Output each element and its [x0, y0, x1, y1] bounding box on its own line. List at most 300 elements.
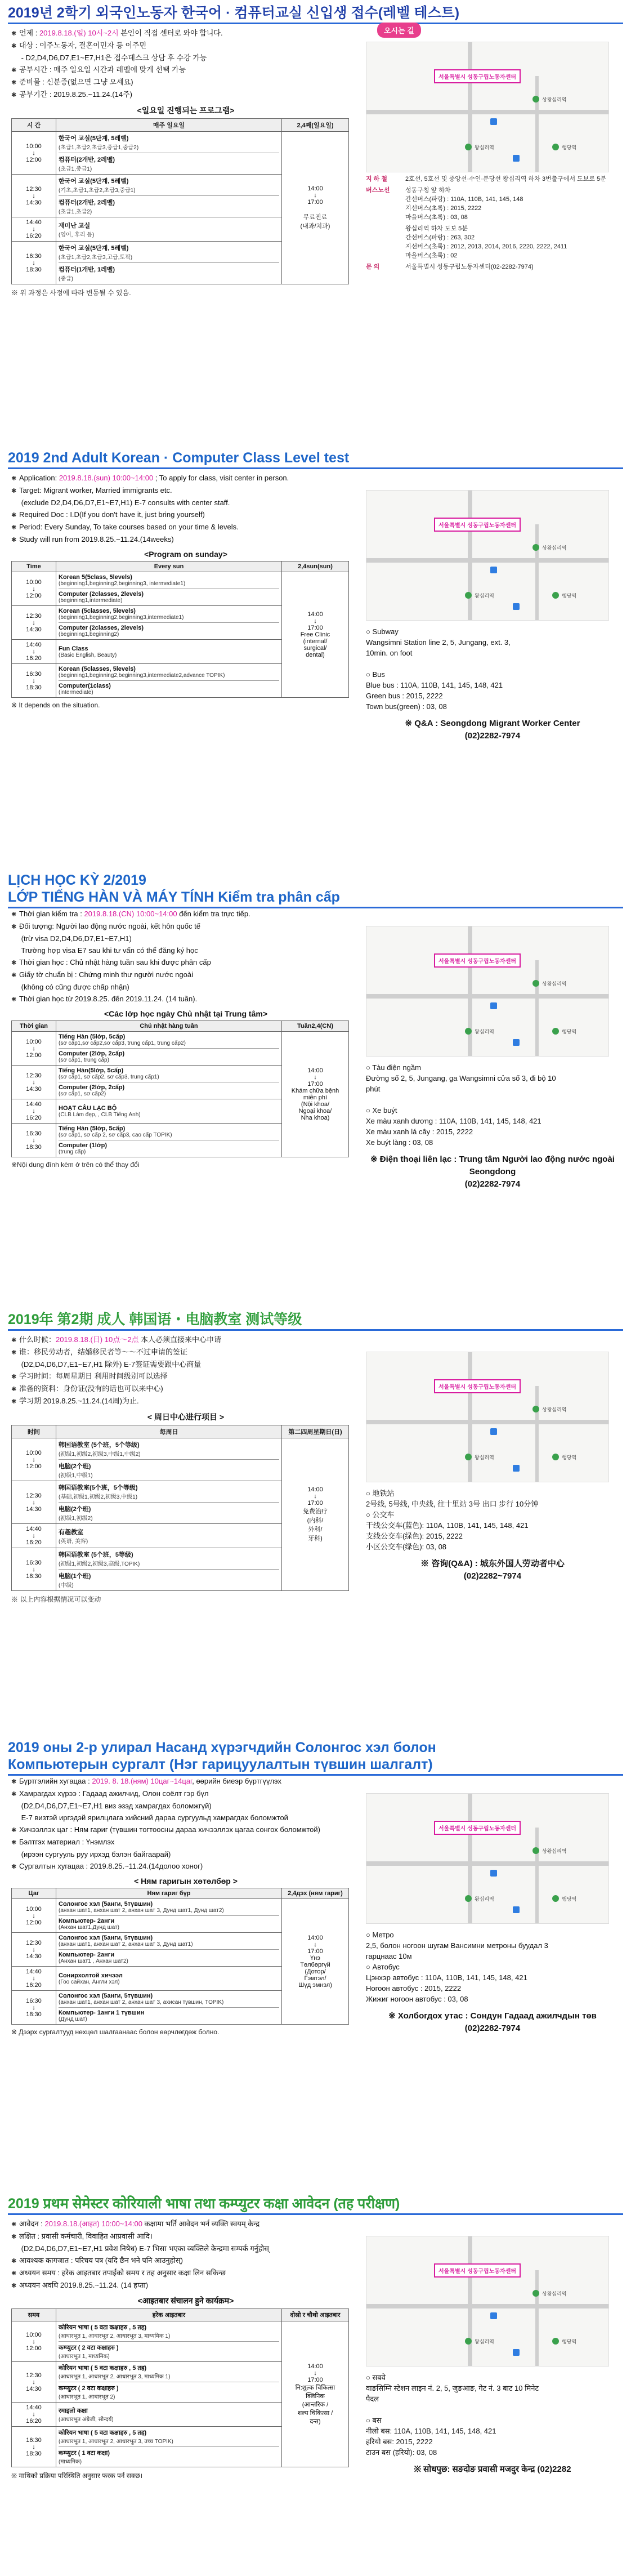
bullet-text: (ирээн сургууль руу ирхэд бэлэн байгаарай) — [19, 1850, 171, 1859]
time-cell: 16:30 ↓ 18:30 — [12, 2427, 56, 2467]
class-levels: (beginning1,beginning2,beginning3,intermediate1) — [59, 614, 184, 621]
class-item — [59, 1048, 279, 1063]
class-name: 재미난 교실 — [59, 222, 91, 229]
info-bullet — [11, 957, 360, 968]
bullet-text: 学习时间：每周星期日 利用时间级别可以选择 — [19, 1372, 168, 1380]
info-bullet — [11, 1360, 360, 1370]
bullet-text: लक्षित : प्रवासी कर्मचारी, विवाहित आप्रवासी आदि। — [19, 2232, 153, 2240]
footnote: ※Nội dung đính kèm ở trên có thể thay đổi — [11, 1161, 140, 1169]
time-cell: 12:30 ↓ 14:30 — [12, 606, 56, 640]
language-section — [0, 445, 631, 867]
class-levels: (基础,初级1,初级2,初级3,中级1) — [59, 1494, 138, 1500]
bullet-text: कक्षामा भर्ति आवेदन भर्न व्यक्ति स्वयम् केन्द्र — [142, 2220, 260, 2228]
class-levels: (sơ cấp1, sơ cấp2, sơ cấp3, trung cấp1) — [59, 1074, 159, 1080]
time-cell: 12:30 ↓ 14:30 — [12, 2362, 56, 2403]
transport-directions: ○ Subway Wangsimni Station line 2, 5, Jungang, ext. 3, 10min. on foot ○ Bus Blue bus : 110A, 110B, 141, 145, 148, 421 Green bus : 2015, 2222 Town bus(green) : 03, 08 — [366, 627, 511, 711]
schedule-table — [11, 2308, 349, 2467]
info-bullet — [11, 534, 360, 545]
bus-stop-icon — [513, 1039, 520, 1046]
bullet-star-icon: ✱ — [11, 537, 17, 543]
station-label: 상왕십리역 — [542, 97, 567, 102]
class-name: Computer (2classes, 2levels) — [59, 625, 144, 631]
class-cell — [56, 2321, 282, 2362]
footnote: ※ 위 과정은 사정에 따라 변동될 수 있음. — [11, 289, 131, 297]
section-title: 2019年 第2期 成人 韩国语・电脑教室 测试等级 — [8, 1312, 302, 1327]
column-header: 매주 일요일 — [56, 119, 282, 132]
bullet-highlight: 2019.8.18.(आइत) 10:00~14:00 — [44, 2220, 142, 2228]
info-bullet — [11, 498, 360, 508]
bullet-highlight: 2019.8.18.(日) 10点～2点 — [56, 1335, 139, 1344]
class-levels: (영어, 후리 등) — [59, 231, 95, 238]
transport-value: 성동구청 앞 하차 간선버스(파랑) : 110A, 110B, 141, 145, 148 지선버스(초록) : 2015, 2222 마을버스(초록) : 03, 08 — [405, 187, 523, 221]
class-levels: (초급1,초급2,초급3,고급,토픽) — [59, 255, 133, 261]
schedule-table — [11, 1020, 349, 1157]
class-levels: (माध्यमिक) — [59, 2459, 82, 2465]
class-name: 有趣教室 — [59, 1528, 83, 1536]
station-label: 왕십리역 — [475, 145, 494, 150]
bullet-highlight: 2019.8.18.(일) 10시~2시 — [39, 29, 119, 37]
bullet-text: (D2,D4,D6,D7,E1~E7,H1 除外) E-7签证需要跟中心商量 — [19, 1360, 202, 1369]
subway-station-icon — [465, 1454, 472, 1460]
class-item — [59, 153, 279, 172]
transport-value: 왕십리역 하차 도보 5분 간선버스(파랑) : 263, 302 지선버스(초록) : 2012, 2013, 2014, 2016, 2220, 2222, 2411 마을버스(초록) : 02 — [405, 225, 567, 259]
subway-station-icon — [532, 1406, 539, 1412]
info-bullet — [11, 1837, 360, 1848]
bullet-star-icon: ✱ — [11, 924, 17, 930]
class-cell — [56, 1899, 282, 1933]
bullet-text: Đối tượng: Người lao động nước ngoài, kết hôn quốc tế — [19, 922, 200, 930]
time-cell: 16:30 ↓ 18:30 — [12, 1124, 56, 1157]
info-bullet — [11, 28, 360, 39]
class-cell — [56, 1548, 282, 1591]
bullet-text: 学习期 2019.8.25.~11.24.(14周)为止. — [19, 1397, 139, 1405]
destination-marker: 서울특별시 성동구립노동자센터 — [434, 2263, 521, 2278]
class-name: Tiếng Hàn(5lớp, 5cấp) — [59, 1067, 124, 1074]
map-road — [366, 110, 608, 114]
class-name: Tiếng Hàn (5lớp, 5cấp) — [59, 1033, 126, 1040]
class-name: Computer (2lớp, 2cấp) — [59, 1084, 125, 1091]
subway-station-icon — [532, 96, 539, 102]
subway-station-icon — [552, 1028, 559, 1035]
program-title: <Program on sunday> — [144, 550, 227, 559]
class-name: कोरियन भाषा ( 5 वटा कक्षाहरु , 5 तह) — [59, 2365, 147, 2372]
column-header: दोस्रो र चौथो आइतबार — [282, 2309, 349, 2321]
directions-column — [366, 1352, 619, 1583]
class-name: 한국어 교실(5단계, 5레벨) — [59, 135, 129, 142]
info-column — [11, 909, 360, 1169]
class-item — [59, 666, 279, 679]
class-item — [59, 1502, 279, 1522]
column-header: समय — [12, 2309, 56, 2321]
station-label: 상왕십리역 — [542, 545, 567, 551]
section-title: 2019 प्रथम सेमेस्टर कोरियाली भाषा तथा कम्प्युटर कक्षा आवेदन (तह परीक्षण) — [8, 2196, 400, 2212]
time-cell: 16:30 ↓ 18:30 — [12, 1548, 56, 1591]
info-bullet — [11, 1861, 360, 1872]
class-item — [59, 1993, 279, 2005]
language-section — [0, 2191, 631, 2576]
class-levels: (sơ cấp1, trung cấp) — [59, 1057, 109, 1063]
class-name: 컴퓨터(2개반, 2레벨) — [59, 157, 115, 163]
bullet-text: Trường hợp visa E7 sau khi tư vấn có thể đăng ký học — [19, 946, 198, 955]
class-cell — [56, 242, 282, 284]
class-cell — [56, 664, 282, 698]
class-levels: (beginning1,beginning2) — [59, 631, 119, 638]
bus-stop-icon — [513, 155, 520, 162]
bullet-text: (trừ visa D2,D4,D6,D7,E1~E7,H1) — [19, 934, 132, 943]
subway-station-icon — [532, 980, 539, 987]
bus-stop-icon — [490, 1002, 497, 1009]
station-label: 행당역 — [562, 2339, 577, 2345]
title-underline — [8, 467, 623, 469]
class-name: Сонирхолтой хичээл — [59, 1972, 123, 1979]
bullet-text: Хамрагдах хүрээ : Гадаад ажилчид, Олон соёлт гэр бүл — [19, 1789, 209, 1798]
class-cell — [56, 217, 282, 242]
class-levels: (Анхан шат1 , Анхан шат2) — [59, 1958, 128, 1964]
table-row — [12, 1438, 349, 1481]
station-label: 행당역 — [562, 1455, 577, 1460]
bullet-text: 공부기간 : 2019.8.25.~11.24.(14주) — [19, 90, 132, 99]
class-levels: (초급1,초급2) — [59, 209, 92, 215]
title-underline — [8, 1774, 623, 1776]
class-item — [59, 1082, 279, 1097]
bullet-text: Thời gian kiểm tra : — [19, 910, 84, 918]
footnote: ※ 以上内容根据情况可以变动 — [11, 1595, 101, 1603]
location-map — [366, 2236, 609, 2366]
info-bullet — [11, 510, 360, 520]
bullet-highlight: 2019. 8. 18.(ням) 10цаг~14цаг — [92, 1777, 193, 1785]
class-item — [59, 645, 279, 658]
map-road — [468, 2236, 472, 2366]
class-name: 电脑(2个班) — [59, 1506, 91, 1513]
class-name: कम्प्युटर ( 2 वटा कक्षाहरु ) — [59, 2385, 119, 2392]
map-road — [366, 558, 608, 563]
location-map — [366, 926, 609, 1057]
info-bullet — [11, 934, 360, 944]
column-header: 2,4째(일요일) — [282, 119, 349, 132]
transport-value: 2호선, 5호선 및 중앙선·수인·분당선 왕십리역 하차 3번출구에서 도보로 5분 — [405, 176, 606, 182]
bullet-star-icon: ✱ — [11, 2270, 17, 2277]
bullet-star-icon: ✱ — [11, 512, 17, 519]
transport-label: 문 의 — [366, 264, 380, 270]
station-label: 왕십리역 — [475, 1896, 494, 1902]
info-bullet — [11, 77, 360, 88]
class-item — [59, 133, 279, 151]
directions-column — [366, 926, 619, 1191]
program-title: <Các lớp học ngày Chủ nhật tại Trung tâm> — [104, 1009, 267, 1018]
bullet-star-icon: ✱ — [11, 1349, 17, 1356]
time-cell: 16:30 ↓ 18:30 — [12, 664, 56, 698]
class-name: 电脑(1个班) — [59, 1573, 91, 1580]
info-bullet — [11, 2244, 360, 2254]
time-cell: 10:00 ↓ 12:00 — [12, 1438, 56, 1481]
subway-station-icon — [532, 544, 539, 551]
title-underline — [8, 1329, 623, 1331]
class-name: Компьютер- 1анги 1 түвшин — [59, 2009, 145, 2016]
class-levels: (初级1,中级1) — [59, 1473, 93, 1479]
bullet-text: 谁：移民劳动者，结婚移民者等～～不过申请的签证 — [19, 1348, 188, 1356]
transport-info-row — [366, 186, 619, 222]
bus-stop-icon — [490, 118, 497, 125]
bullet-text: Бэлтгэх материал : Үнэмлэх — [19, 1838, 115, 1846]
class-levels: (आधारभूत अंग्रेजी, सौन्दर्य) — [59, 2416, 114, 2423]
bullet-text: अध्ययन अवधि 2019.8.25.~11.24. (14 हप्ता) — [19, 2281, 149, 2289]
class-cell — [56, 1124, 282, 1157]
bullet-star-icon: ✱ — [11, 79, 17, 86]
bullet-star-icon: ✱ — [11, 30, 17, 37]
class-levels: (Basic English, Beauty) — [59, 652, 117, 658]
schedule-table — [11, 561, 349, 698]
time-cell: 14:40 ↓ 16:20 — [12, 1524, 56, 1548]
bullet-text: Target: Migrant worker, Married immigrants etc. — [19, 486, 172, 494]
subway-station-icon — [552, 1454, 559, 1460]
transport-label: 지 하 철 — [366, 176, 387, 182]
bullet-star-icon: ✱ — [11, 475, 17, 482]
bullet-text: (D2,D4,D6,D7,E1~E7,H1 виз эзэд хамрагдах боломжгүй) — [19, 1802, 212, 1810]
schedule-table — [11, 1425, 349, 1591]
bullet-star-icon: ✱ — [11, 1839, 17, 1846]
info-bullet — [11, 41, 360, 51]
schedule-table — [11, 118, 349, 284]
subway-station-icon — [532, 1847, 539, 1854]
bullet-star-icon: ✱ — [11, 1864, 17, 1870]
contact-info: ※ 咨询(Q&A) : 城东外国人劳动者中心 (02)2282~7974 — [420, 1559, 565, 1581]
contact-info: ※ Холбогдох утас : Сондун Гадаад ажилчдын төв (02)2282-7974 — [388, 2011, 597, 2033]
class-name: 电脑(2个班) — [59, 1463, 91, 1470]
bullet-star-icon: ✱ — [11, 488, 17, 494]
column-header: 第二四周星期日(日) — [282, 1425, 349, 1438]
time-cell: 16:30 ↓ 18:30 — [12, 242, 56, 284]
column-header: 时间 — [12, 1425, 56, 1438]
map-road — [468, 926, 472, 1056]
info-bullet — [11, 909, 360, 920]
class-item — [59, 608, 279, 621]
info-bullet — [11, 485, 360, 496]
map-road — [535, 76, 539, 172]
bus-stop-icon — [490, 2312, 497, 2319]
bullet-star-icon: ✱ — [11, 996, 17, 1003]
class-item — [59, 1949, 279, 1964]
class-cell — [56, 2403, 282, 2427]
time-cell: 16:30 ↓ 18:30 — [12, 1991, 56, 2025]
class-levels: (Гоо сайхан, Англи хэл) — [59, 1978, 120, 1985]
subway-station-icon — [532, 2290, 539, 2297]
class-levels: (анхан шат1, анхан шат 2, анхан шат 3, Дунд шат1) — [59, 1941, 193, 1947]
class-item — [59, 1125, 279, 1138]
class-levels: (sơ cấp1, sơ cấp2) — [59, 1091, 106, 1097]
bus-stop-icon — [490, 1428, 497, 1435]
footnote: ※ It depends on the situation. — [11, 701, 100, 709]
station-label: 행당역 — [562, 1896, 577, 1902]
section-title: LỊCH HỌC KỲ 2/2019 LỚP TIẾNG HÀN VÀ MÁY TÍNH Kiểm tra phân cấp — [8, 872, 340, 905]
column-header: Ням гариг бүр — [56, 1888, 282, 1899]
free-clinic-cell: 14:00 ↓ 17:00 नि:शुल्क चिकित्सा क्लिनिक (आन्तरिक / शल्य चिकित्सा / दन्त) — [282, 2321, 349, 2467]
station-label: 행당역 — [562, 1029, 577, 1035]
column-header: Chủ nhật hàng tuần — [56, 1021, 282, 1032]
transport-directions: ○ Метро 2,5, болон ногоон шугам Вансимни метроны буудал 3 гарцнаас 10м ○ Автобус Цэнхэр автобус : 110A, 110B, 141, 145, 148, 421 Ногоон автобус : 2015, 2222 Жижиг ногоон автобус : 03, 08 — [366, 1931, 548, 2003]
time-cell: 12:30 ↓ 14:30 — [12, 1481, 56, 1524]
transport-directions: ○ सबवे वाङसिम्नि स्टेशन लाइन नं. 2, 5, जुङआङ, गेट नं. 3 बाट 10 मिनेट पैदल ○ बस नीलो बस: 110A, 110B, 141, 145, 148, 421 हरियो बस: 2015, 2222 टाउन बस (हरियो): 03, 08 — [366, 2373, 539, 2457]
info-bullet — [11, 2219, 360, 2230]
table-header-row — [12, 1425, 349, 1438]
bus-stop-icon — [513, 2349, 520, 2356]
info-bullet — [11, 2280, 360, 2291]
location-map — [366, 490, 609, 621]
bullet-highlight: 2019.8.18.(sun) 10:00~14:00 — [59, 474, 154, 482]
location-map — [366, 42, 609, 172]
class-item — [59, 1440, 279, 1458]
map-road — [535, 2270, 539, 2366]
transport-info-row — [366, 175, 619, 184]
table-row — [12, 132, 349, 175]
class-levels: (आधारभूत 1, माध्यमिक) — [59, 2354, 110, 2360]
destination-marker: 서울특별시 성동구립노동자센터 — [434, 1821, 521, 1835]
class-item — [59, 1569, 279, 1589]
class-levels: (beginning1,intermediate) — [59, 598, 123, 604]
class-cell — [56, 606, 282, 640]
section-title: 2019 2nd Adult Korean · Computer Class Level test — [8, 450, 350, 466]
bullet-text: 准备的资料：身份证(没有的话也可以来中心) — [19, 1384, 163, 1393]
map-road — [366, 1861, 608, 1866]
class-levels: (初级1,初级2,初级3,中级1,中级2) — [59, 1451, 141, 1458]
bullet-text: Required Doc : I.D(If you don't have it, just bring yourself) — [19, 510, 205, 519]
info-bullet — [11, 946, 360, 956]
station-label: 상왕십리역 — [542, 1848, 567, 1854]
class-name: कम्प्युटर ( 2 वटा कक्षाहरु ) — [59, 2345, 119, 2351]
info-column — [11, 1335, 360, 1604]
bullet-star-icon: ✱ — [11, 2283, 17, 2289]
bullet-star-icon: ✱ — [11, 2221, 17, 2228]
bullet-text: Period: Every Sunday, To take courses based on your time & levels. — [19, 523, 239, 531]
info-bullet — [11, 65, 360, 75]
class-levels: (आधारभूत 1, आधारभूत 2) — [59, 2394, 115, 2400]
time-cell: 10:00 ↓ 12:00 — [12, 2321, 56, 2362]
class-cell — [56, 132, 282, 175]
bullet-text: 대상 : 이주노동자, 결혼이민자 등 이주민 — [19, 41, 147, 50]
class-name: Tiếng Hàn (5lớp, 5cấp) — [59, 1125, 126, 1132]
class-cell — [56, 1099, 282, 1124]
column-header: Every sun — [56, 561, 282, 572]
bullet-text: Application: — [19, 474, 59, 482]
class-item — [59, 1033, 279, 1046]
free-clinic-cell: 14:00 ↓ 17:00 Үнэ Төлбөргүй (Дотор/ Гэмтэл/ Шүд эмнэл) — [282, 1899, 349, 2025]
info-bullet — [11, 921, 360, 932]
map-road — [535, 524, 539, 620]
class-name: Солонгос хэл (5анги, 5түвшин) — [59, 1901, 153, 1908]
column-header: Thời gian — [12, 1021, 56, 1032]
bullet-star-icon: ✱ — [11, 67, 17, 74]
class-cell — [56, 175, 282, 217]
bullet-star-icon: ✱ — [11, 1398, 17, 1405]
subway-station-icon — [465, 144, 472, 150]
map-road — [535, 960, 539, 1056]
class-levels: (기초,초급1,초급2,초급3,중급1) — [59, 188, 136, 194]
info-bullet — [11, 1347, 360, 1358]
bullet-star-icon: ✱ — [11, 1337, 17, 1344]
free-clinic-cell: 14:00 ↓ 17:00 무료진료 (내과/치과) — [282, 132, 349, 284]
station-label: 행당역 — [562, 145, 577, 150]
bullet-text: आवश्यक कागजात : परिचय पत्र (यदि छैन भने पनि आउनुहोस्) — [19, 2256, 183, 2265]
bullet-text: Сургалтын хугацаа : 2019.8.25.~11.24.(14долоо хоног) — [19, 1862, 203, 1870]
bullet-text: (exclude D2,D4,D6,D7,E1~E7,H1) E-7 consults with center staff. — [19, 498, 230, 507]
bullet-star-icon: ✱ — [11, 972, 17, 979]
class-name: 韩国语教室 (5个班，5等级) — [59, 1552, 133, 1558]
info-bullet — [11, 2256, 360, 2266]
class-cell — [56, 1066, 282, 1099]
free-clinic-cell: 14:00 ↓ 17:00 Khám chữa bệnh miễn phí (Nội khoa/ Ngoại khoa/ Nha khoa) — [282, 1032, 349, 1157]
time-cell: 10:00 ↓ 12:00 — [12, 572, 56, 606]
bullet-text: 본인이 직접 센터로 와야 합니다. — [118, 29, 223, 37]
footnote: ※ Дээрх сургалтууд нөхцөл шалгаанаас болон өөрчлөгдөж болно. — [11, 2028, 220, 2036]
column-header: 每周日 — [56, 1425, 282, 1438]
class-item — [59, 2364, 279, 2380]
class-name: कोरियन भाषा ( 5 वटा कक्षाहरु , 5 तह) — [59, 2324, 147, 2331]
bullet-text: Thời gian học : Chủ nhật hàng tuần sau khi được phân cấp — [19, 958, 211, 966]
bullet-star-icon: ✱ — [11, 1386, 17, 1393]
table-row — [12, 1899, 349, 1933]
info-bullet — [11, 1396, 360, 1407]
bullet-text: đến kiểm tra trực tiếp. — [177, 910, 250, 918]
class-name: 韩国语教室(5个班，5个等级) — [59, 1485, 138, 1491]
bullet-text: Thời gian học từ 2019.8.25. đến 2019.11.24. (14 tuần). — [19, 995, 198, 1003]
transport-value: 서울특별시 성동구립노동자센터(02-2282-7974) — [405, 264, 534, 270]
class-item — [59, 1483, 279, 1500]
bullet-text: 언제 : — [19, 29, 39, 37]
bullet-text: Хичээллэх цаг : Ням гариг (түвшин тогтоосны дараа хичээллэх цагаа сонгох боломжтой) — [19, 1825, 320, 1834]
map-road — [468, 1352, 472, 1482]
info-bullet — [11, 2231, 360, 2242]
class-name: Fun Class — [59, 645, 88, 652]
location-map — [366, 1352, 609, 1482]
info-column — [11, 2219, 360, 2480]
station-label: 왕십리역 — [475, 593, 494, 599]
map-road — [535, 1386, 539, 1482]
class-name: Солонгос хэл (5анги, 5түвшин) — [59, 1993, 153, 1999]
info-column — [11, 1776, 360, 2036]
subway-station-icon — [465, 2338, 472, 2345]
class-cell — [56, 572, 282, 606]
directions-column — [366, 23, 619, 271]
class-name: Computer (2lớp, 2cấp) — [59, 1050, 125, 1057]
class-levels: (初级1,初级2,初级3,高级,TOPIK) — [59, 1561, 140, 1567]
class-levels: (초급1,초급2,초급3,중급1,중급2) — [59, 145, 139, 151]
bullet-star-icon: ✱ — [11, 43, 17, 50]
bullet-text: ; To apply for class, visit center in person. — [153, 474, 289, 482]
bullet-star-icon: ✱ — [11, 92, 17, 99]
language-section — [0, 0, 631, 445]
subway-station-icon — [465, 592, 472, 599]
class-name: Солонгос хэл (5анги, 5түвшин) — [59, 1935, 153, 1941]
subway-station-icon — [465, 1895, 472, 1902]
info-bullet — [11, 1825, 360, 1835]
bus-stop-icon — [513, 603, 520, 610]
column-header: 시 간 — [12, 119, 56, 132]
column-header: Цаг — [12, 1888, 56, 1899]
class-cell — [56, 1967, 282, 1991]
class-item — [59, 176, 279, 194]
class-name: Korean (5classes, 5levels) — [59, 666, 136, 672]
transport-info-row — [366, 262, 619, 271]
class-item — [59, 574, 279, 587]
table-row — [12, 1032, 349, 1066]
info-bullet — [11, 1813, 360, 1823]
subway-station-icon — [552, 2338, 559, 2345]
class-levels: (beginning1,beginning2,beginning3,intermediate2,advance TOPIK) — [59, 672, 225, 679]
map-road — [366, 1420, 608, 1424]
class-item — [59, 622, 279, 638]
bullet-highlight: 2019.8.18.(CN) 10:00~14:00 — [84, 910, 177, 918]
program-title: <일요일 진행되는 프로그램> — [137, 106, 235, 115]
class-item — [59, 680, 279, 696]
